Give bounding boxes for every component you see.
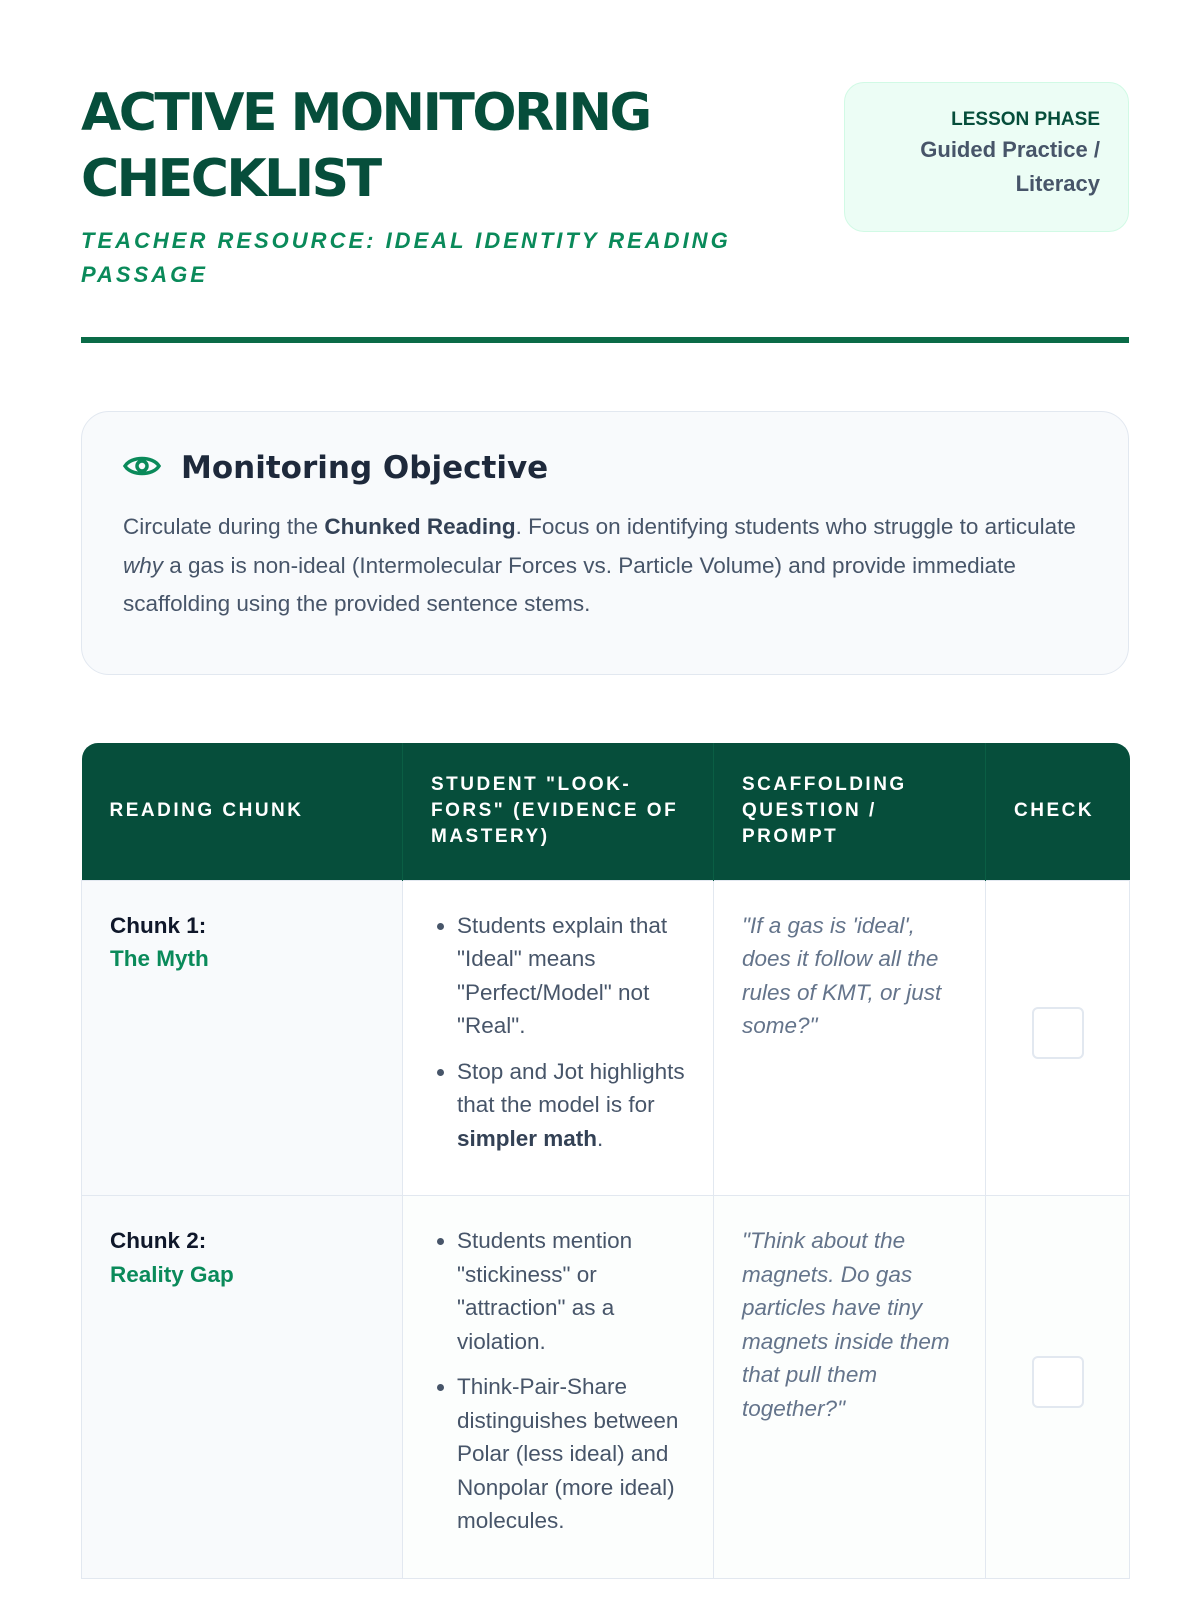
look-for-item: • Students explain that "Ideal" means "Perfect/Model" not "Real". bbox=[457, 909, 685, 1043]
look-for-item: • Students mention "stickiness" or "attraction" as a violation. bbox=[457, 1224, 685, 1358]
look-for-item: • Stop and Jot highlights that the model is for simpler math. bbox=[457, 1055, 685, 1156]
look-fors-cell bbox=[403, 880, 714, 1196]
header-divider bbox=[81, 337, 1129, 343]
lesson-phase-label: LESSON PHASE bbox=[951, 109, 1100, 130]
header-check: CHECK bbox=[986, 743, 1130, 880]
monitoring-table bbox=[81, 743, 1130, 1579]
header-look-fors: STUDENT "LOOK-FORS" (EVIDENCE OF MASTERY) bbox=[403, 743, 714, 880]
look-for-item: • Think-Pair-Share distinguishes between Polar (less ideal) and Nonpolar (more ideal) molecules. bbox=[457, 1370, 685, 1538]
checkbox[interactable] bbox=[1032, 1356, 1084, 1408]
lesson-phase-card bbox=[844, 82, 1129, 232]
chunk-number: Chunk 2: bbox=[110, 1228, 207, 1253]
checkbox[interactable] bbox=[1032, 1007, 1084, 1059]
header bbox=[81, 80, 1129, 292]
chunk-number: Chunk 1: bbox=[110, 912, 207, 938]
prompt-cell: "If a gas is 'ideal', does it follow all the rules of KMT, or just some?" bbox=[714, 880, 986, 1196]
chunk-cell bbox=[82, 880, 403, 1196]
check-cell bbox=[986, 1196, 1130, 1579]
objective-title: Monitoring Objective bbox=[181, 450, 549, 486]
look-fors-cell bbox=[403, 1196, 714, 1579]
lesson-phase-value: Guided Practice / Literacy bbox=[920, 137, 1100, 196]
chunk-cell bbox=[82, 1196, 403, 1579]
prompt-cell: "Think about the magnets. Do gas particles have tiny magnets inside them that pull them together?" bbox=[714, 1196, 986, 1579]
header-scaffolding: SCAFFOLDING QUESTION / PROMPT bbox=[714, 743, 986, 880]
table-row bbox=[82, 880, 1130, 1196]
check-cell bbox=[986, 880, 1130, 1196]
eye-icon bbox=[123, 453, 161, 484]
monitoring-objective-card bbox=[81, 411, 1129, 675]
chunk-name: The Myth bbox=[110, 946, 209, 971]
table-row bbox=[82, 1196, 1130, 1579]
objective-text: Circulate during the Chunked Reading. Focus on identifying students who struggle to articulate why a gas is non-ideal (Intermolecular Forces vs. Particle Volume) and provide immediate scaffolding using the provided sentence stems. bbox=[123, 514, 1076, 616]
chunk-name: Reality Gap bbox=[110, 1261, 234, 1287]
header-reading-chunk: READING CHUNK bbox=[82, 743, 403, 880]
page-title: ACTIVE MONITORING CHECKLIST bbox=[81, 83, 650, 209]
page-subtitle: TEACHER RESOURCE: IDEAL IDENTITY READING PASSAGE bbox=[81, 228, 731, 287]
